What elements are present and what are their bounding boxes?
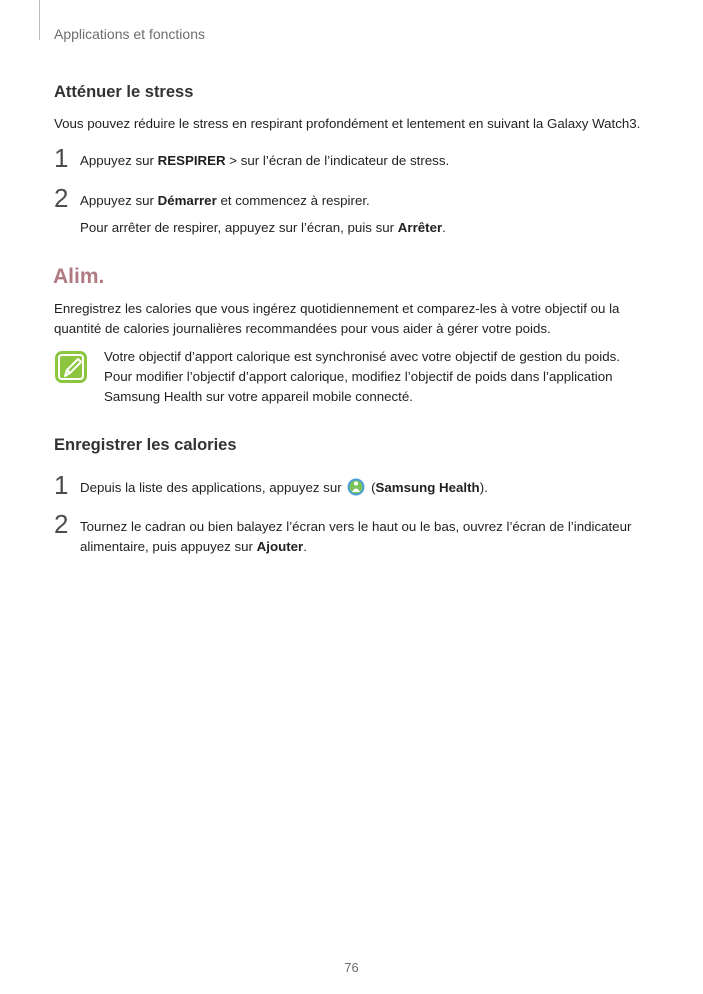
alim-intro-line-2: quantité de calories journalières recommandées pour vous aider à gérer votre poids. — [54, 321, 551, 336]
step-number: 1 — [54, 143, 69, 173]
alim-intro-line-1: Enregistrez les calories que vous ingérez quotidiennement et comparez-les à votre objectif ou la — [54, 301, 620, 316]
stress-intro: Vous pouvez réduire le stress en respirant profondément et lentement en suivant la Galaxy Watch3. — [54, 116, 641, 131]
step-subtext — [80, 218, 650, 238]
step-text-pre: Appuyez sur — [80, 193, 158, 208]
note-line-2: Pour modifier l’objectif d’apport calorique, modifiez l’objectif de poids dans l’application — [104, 369, 613, 384]
step-text-pre: Depuis la liste des applications, appuyez sur — [80, 480, 346, 495]
calories-heading: Enregistrer les calories — [54, 436, 237, 454]
demarrer-label: Démarrer — [157, 193, 217, 208]
stress-heading: Atténuer le stress — [54, 83, 194, 101]
subtext-pre: Pour arrêter de respirer, appuyez sur l’écran, puis sur — [80, 220, 398, 235]
paren-open: ( — [371, 480, 376, 495]
step-number: 1 — [54, 470, 69, 500]
line2-pre: alimentaire, puis appuyez sur — [80, 539, 257, 554]
samsung-health-icon — [347, 478, 365, 496]
step-text-line-1: Tournez le cadran ou bien balayez l’écran vers le haut ou le bas, ouvrez l’écran de l’indicateur — [80, 519, 632, 534]
step-number: 2 — [54, 183, 69, 213]
step-text — [80, 191, 650, 211]
ajouter-label: Ajouter — [256, 539, 304, 554]
pencil-note-icon — [54, 350, 88, 384]
step-text — [80, 151, 650, 171]
subtext-post: . — [442, 220, 446, 235]
step-number: 2 — [54, 509, 69, 539]
page-number: 76 — [344, 960, 359, 975]
step-text-pre: Appuyez sur — [80, 153, 158, 168]
margin-rule — [39, 0, 40, 40]
step-text-line-2 — [80, 537, 650, 557]
line2-post: . — [303, 539, 307, 554]
note-line-3: Samsung Health sur votre appareil mobile connecté. — [104, 389, 413, 404]
arreter-label: Arrêter — [397, 220, 443, 235]
step-text-post: > sur l’écran de l’indicateur de stress. — [225, 153, 450, 168]
step-text-post: et commencez à respirer. — [216, 193, 370, 208]
alim-heading: Alim. — [53, 265, 105, 288]
step-text — [80, 478, 650, 498]
respirer-label: RESPIRER — [157, 153, 226, 168]
samsung-health-label: Samsung Health — [375, 480, 480, 495]
section-header: Applications et fonctions — [54, 26, 205, 42]
note-line-1: Votre objectif d’apport calorique est synchronisé avec votre objectif de gestion du poids. — [104, 349, 620, 364]
step-text-post: ). — [479, 480, 488, 495]
